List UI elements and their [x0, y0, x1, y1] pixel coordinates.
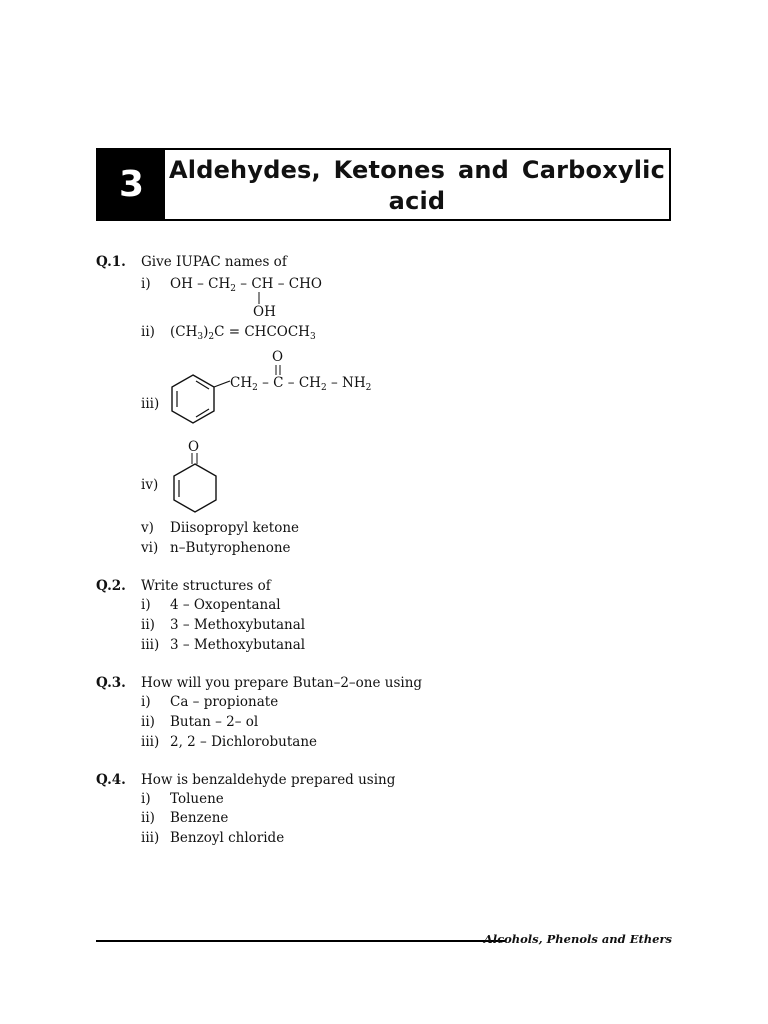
item-label: ii) — [141, 324, 155, 340]
running-title: Alcohols, Phenols and Ethers — [483, 932, 672, 946]
item-text: Benzene — [170, 810, 229, 826]
item-label: ii) — [141, 714, 155, 730]
item-label: iv) — [141, 477, 159, 493]
item-text: Diisopropyl ketone — [170, 520, 300, 536]
item-text: n–Butyrophenone — [170, 540, 291, 556]
formula-ii: $(CH_3)_2C$ = $CHCOCH_3$ — [170, 324, 316, 342]
item-text: 2, 2 – Dichlorobutane — [170, 734, 318, 750]
item-text: 4 – Oxopentanal — [170, 597, 281, 613]
item-label: i) — [141, 597, 151, 613]
question-text: Give IUPAC names of — [141, 254, 287, 270]
question-number: Q.1. — [96, 254, 126, 270]
item-label: iii) — [141, 830, 160, 846]
formula-i: OH – $CH_2$ – CH – CHO — [170, 276, 322, 294]
question-text: Write structures of — [141, 578, 271, 594]
item-label: v) — [141, 520, 154, 536]
item-text: Butan – 2– ol — [170, 714, 259, 730]
item-label: iii) — [141, 637, 160, 653]
item-label: i) — [141, 276, 151, 292]
item-text: 3 – Methoxybutanal — [170, 637, 306, 653]
question-number: Q.3. — [96, 675, 126, 691]
question-text: How will you prepare Butan–2–one using — [141, 675, 423, 691]
item-label: ii) — [141, 810, 155, 826]
item-label: ii) — [141, 617, 155, 633]
question-number: Q.4. — [96, 772, 126, 788]
item-text: Ca – propionate — [170, 694, 279, 710]
carbonyl-oxygen: O — [272, 349, 284, 365]
item-text: Toluene — [170, 791, 224, 807]
item-label: iii) — [141, 734, 160, 750]
carbonyl-oxygen: O — [188, 439, 200, 455]
item-label: i) — [141, 791, 151, 807]
item-label: vi) — [141, 540, 159, 556]
chapter-title-line2: acid — [388, 187, 446, 215]
item-text: Benzoyl chloride — [170, 830, 285, 846]
question-number: Q.2. — [96, 578, 126, 594]
item-label: iii) — [141, 396, 160, 412]
formula-iii-chain: $CH_2$ – C – $CH_2 - NH_2$ — [230, 375, 372, 393]
question-text: How is benzaldehyde prepared using — [141, 772, 396, 788]
chapter-title-line1: Aldehydes, Ketones and Carboxylic — [169, 156, 665, 184]
item-text: 3 – Methoxybutanal — [170, 617, 306, 633]
chapter-number: 3 — [98, 150, 165, 219]
footer-rule — [96, 940, 506, 942]
formula-i-below: OH — [253, 304, 276, 320]
item-label: i) — [141, 694, 151, 710]
